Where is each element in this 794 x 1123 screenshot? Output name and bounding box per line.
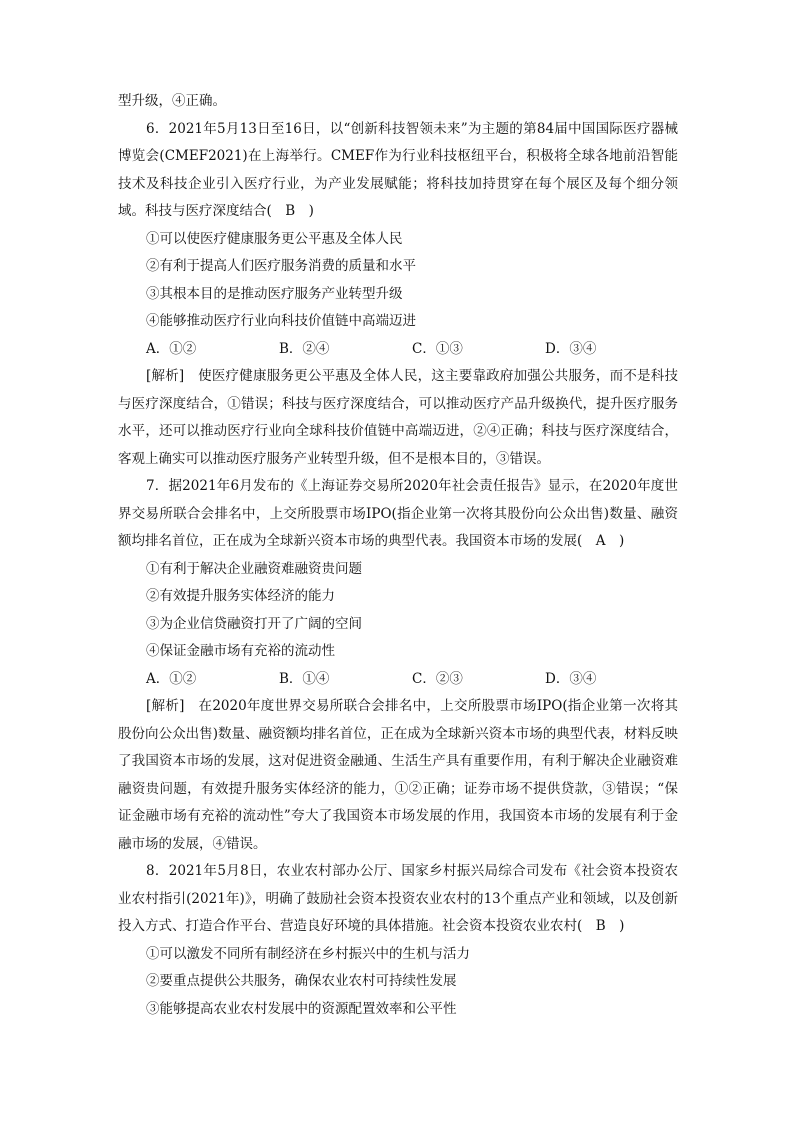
question-7-choice-c: C．②③	[412, 670, 463, 687]
question-6-choice-a: A．①②	[146, 340, 197, 357]
question-7-analysis: [解析] 在2020年度世界交易所联合会排名中，上交所股票市场IPO(指企业第一次将其股份向公众出售)数量、融资额均排名首位，正在成为全球新兴资本市场的典型代表，材料反映了我国资本市场的发展，这对促进资金融通、生活生产具有重要作用，有利于解决企业融资难融资贵问题，有效提升服务实体经济的能力，①②正确；证券市场不提供贷款，③错误；“保证金融市场有充裕的流动性”夸大了我国资本市场发展的作用，我国资本市场的发展有利于金融市场的发展，④错误。	[118, 698, 678, 852]
question-8-option-2: ②要重点提供公共服务，确保农业农村可持续性发展	[146, 973, 457, 989]
question-8-option-3: ③能够提高农业农村发展中的资源配置效率和公平性	[146, 1000, 457, 1017]
question-7-choice-a: A．①②	[146, 670, 197, 687]
question-6-analysis: [解析] 使医疗健康服务更公平惠及全体人民，这主要靠政府加强公共服务，而不是科技与医疗深度结合，①错误；科技与医疗深度结合，可以推动医疗产品升级换代，提升医疗服务水平，还可以推动医疗行业向全球科技价值链中高端迈进，②④正确；科技与医疗深度结合，客观上确实可以推动医疗服务产业转型升级，但不是根本目的，③错误。	[118, 368, 678, 467]
continuation-text: 型升级，④正确。	[118, 93, 226, 109]
question-8-option-1: ①可以激发不同所有制经济在乡村振兴中的生机与活力	[146, 945, 470, 962]
question-7-choice-d: D．③④	[545, 670, 597, 687]
question-7-option-1: ①有利于解决企业融资难融资贵问题	[146, 560, 362, 577]
question-7-option-3: ③为企业信贷融资打开了广阔的空间	[146, 615, 362, 632]
question-6-option-4: ④能够推动医疗行业向科技价值链中高端迈进	[146, 313, 416, 329]
question-6-option-1: ①可以使医疗健康服务更公平惠及全体人民	[146, 230, 403, 247]
question-7-option-4: ④保证金融市场有充裕的流动性	[146, 643, 335, 659]
question-6-choices	[118, 336, 678, 364]
question-6-option-2: ②有利于提高人们医疗服务消费的质量和水平	[146, 258, 416, 274]
document-body	[118, 88, 678, 1023]
question-7-choice-b: B．①④	[279, 670, 330, 687]
question-6-choice-d: D．③④	[545, 340, 597, 357]
question-6-choice-c: C．①③	[412, 340, 463, 357]
question-7-option-2: ②有效提升服务实体经济的能力	[146, 588, 335, 604]
question-6-stem: 6．2021年5月13日至16日，以“创新科技智领未来”为主题的第84届中国国际医疗器械博览会(CMEF2021)在上海举行。CMEF作为行业科技枢纽平台，积极将全球各地前沿智能技术及科技企业引入医疗行业，为产业发展赋能；将科技加持贯穿在每个展区及每个细分领域。科技与医疗深度结合( B )	[118, 120, 678, 219]
question-6-option-3: ③其根本目的是推动医疗服务产业转型升级	[146, 285, 403, 302]
question-7-choices	[118, 666, 678, 694]
question-6-choice-b: B．②④	[279, 340, 330, 357]
question-7-stem: 7．据2021年6月发布的《上海证券交易所2020年社会责任报告》显示，在2020年度世界交易所联合会排名中，上交所股票市场IPO(指企业第一次将其股份向公众出售)数量、融资额均排名首位，正在成为全球新兴资本市场的典型代表。我国资本市场的发展( A )	[118, 478, 678, 549]
question-8-stem: 8．2021年5月8日，农业农村部办公厅、国家乡村振兴局综合司发布《社会资本投资农业农村指引(2021年)》，明确了鼓励社会资本投资农业农村的13个重点产业和领域，以及创新投入方式、打造合作平台、营造良好环境的具体措施。社会资本投资农业农村( B )	[118, 863, 678, 934]
